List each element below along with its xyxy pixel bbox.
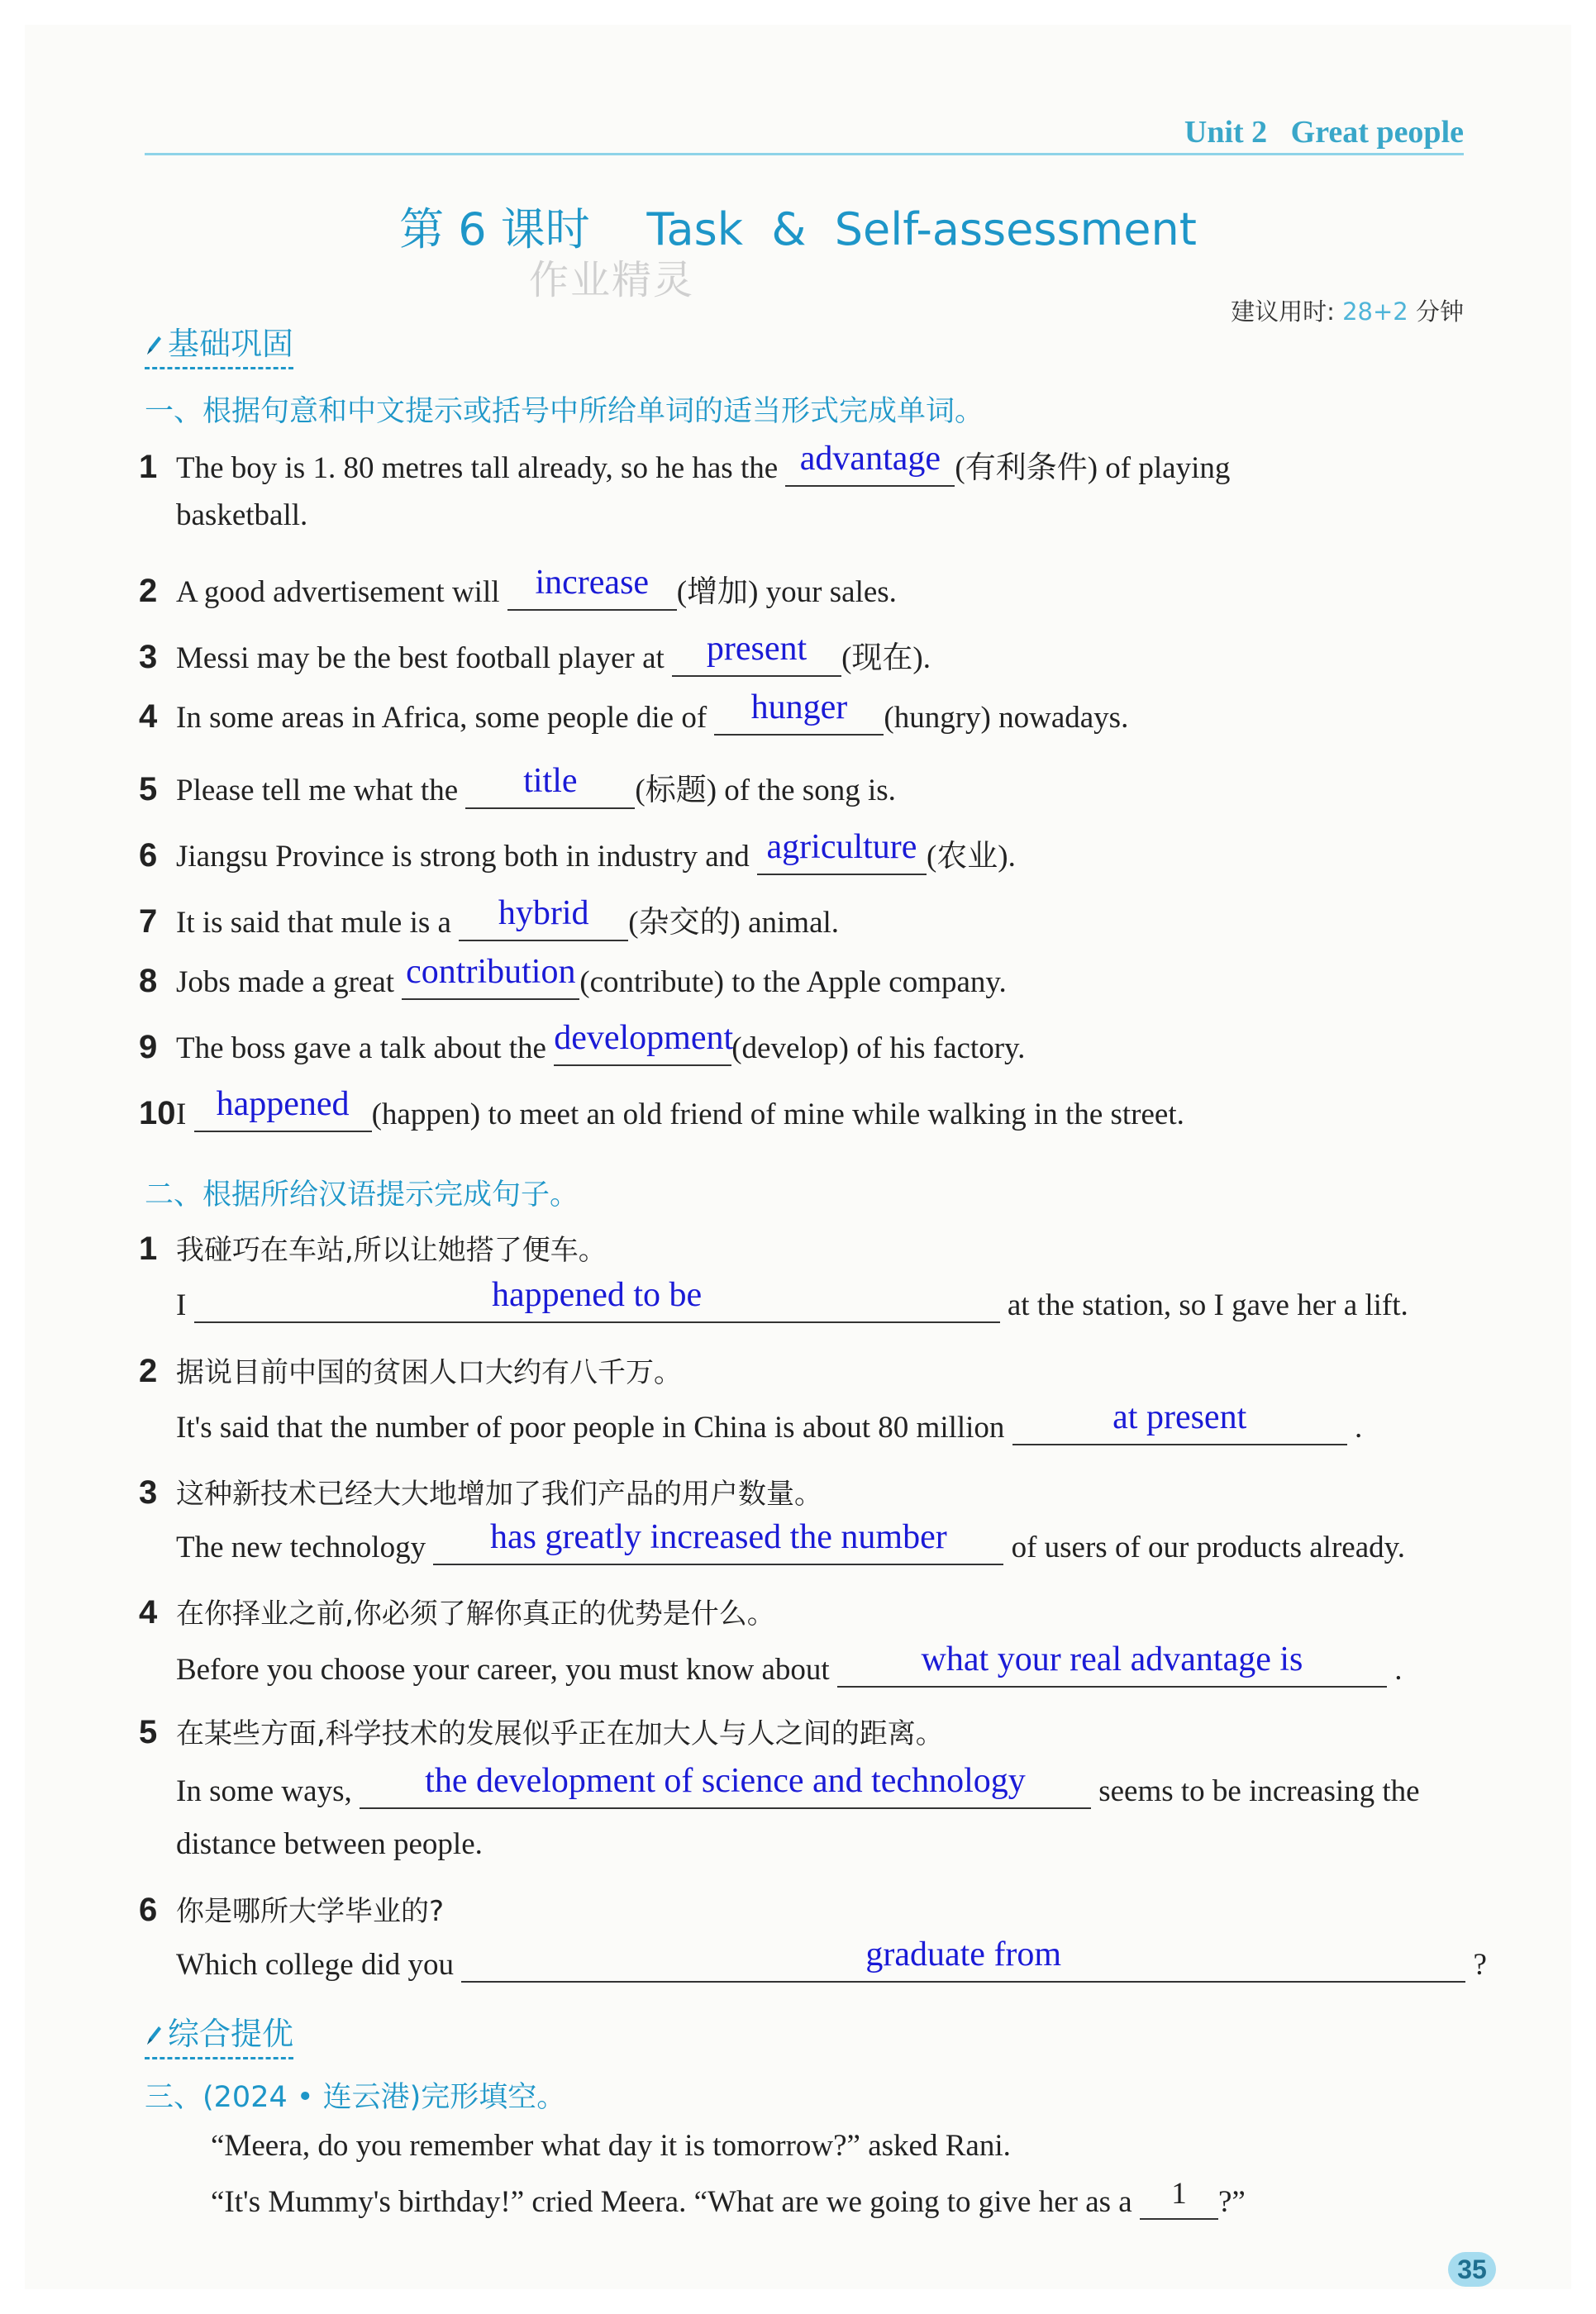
answer-blank[interactable] xyxy=(459,894,628,941)
item-text-before: A good advertisement will xyxy=(176,575,500,609)
item-number: 6 xyxy=(139,1892,158,1928)
item-text-before: The boss gave a talk about the xyxy=(176,1031,546,1065)
header-topic: Great people xyxy=(1290,115,1464,150)
item-text-before: In some areas in Africa, some people die of xyxy=(176,701,707,735)
instruction-3: 三、(2024 • 连云港)完形填空。 xyxy=(145,2081,566,2114)
item-text-after: (develop) of his factory. xyxy=(731,1031,1026,1065)
item-number: 3 xyxy=(139,1474,158,1511)
item-text-after: (有利条件) of playing xyxy=(955,451,1231,485)
item-number: 8 xyxy=(139,963,158,999)
exercise-item xyxy=(139,894,840,941)
answer-blank[interactable] xyxy=(1012,1398,1347,1445)
answer-blank[interactable] xyxy=(360,1762,1091,1809)
exercise-item xyxy=(139,1019,1026,1066)
sentence-text-after: at the station, so I gave her a lift. xyxy=(1007,1288,1408,1322)
header-divider xyxy=(145,153,1464,155)
exercise-item xyxy=(139,1591,775,1631)
section-tag-advanced xyxy=(145,2008,293,2059)
answer-blank[interactable] xyxy=(757,828,927,875)
answer-blank[interactable] xyxy=(785,440,955,487)
item-number: 5 xyxy=(139,771,158,807)
item-text-before: Messi may be the best football player at xyxy=(176,641,665,675)
english-sentence xyxy=(176,1935,1487,1983)
cloze-blank-number: 1 xyxy=(1171,2177,1187,2211)
chinese-prompt: 我碰巧在车站,所以让她搭了便车。 xyxy=(176,1234,607,1267)
answer-blank[interactable] xyxy=(672,630,841,677)
item-text-before: Please tell me what the xyxy=(176,774,459,807)
answer-blank[interactable] xyxy=(194,1085,372,1132)
item-continuation: basketball. xyxy=(176,498,308,532)
exercise-item xyxy=(139,953,1007,1000)
section-tag-basic xyxy=(145,318,293,369)
item-text-before: Jiangsu Province is strong both in industry and xyxy=(176,840,750,874)
item-text-after: (happen) to meet an old friend of mine while walking in the street. xyxy=(371,1097,1184,1131)
page xyxy=(25,25,1571,2289)
answer-blank[interactable] xyxy=(194,1276,1000,1323)
header-unit-label: Unit 2 xyxy=(1184,115,1268,150)
passage-line-1: “Meera, do you remember what day it is tomorrow?” asked Rani. xyxy=(211,2129,1011,2163)
item-text-after: (hungry) nowadays. xyxy=(884,701,1129,735)
exercise-item xyxy=(139,1471,822,1512)
item-text-before: The boy is 1. 80 metres tall already, so he has the xyxy=(176,451,779,485)
item-text-after: (杂交的) animal. xyxy=(628,906,840,940)
english-sentence xyxy=(176,1398,1363,1445)
handwritten-answer: hunger xyxy=(750,688,848,726)
answer-blank[interactable] xyxy=(402,953,579,1000)
exercise-item xyxy=(139,632,931,677)
passage-line-2 xyxy=(211,2177,1246,2220)
exercise-item xyxy=(139,688,1129,736)
item-number: 1 xyxy=(139,449,158,485)
sentence-text-before: It's said that the number of poor people in China is about 80 million xyxy=(176,1411,1005,1445)
page-title: 第 6 课时 Task & Self-assessment xyxy=(399,203,1197,255)
pencil-icon xyxy=(145,2024,163,2047)
chinese-prompt: 在你择业之前,你必须了解你真正的优势是什么。 xyxy=(176,1597,775,1631)
instruction-2: 二、根据所给汉语提示完成句子。 xyxy=(145,1178,579,1212)
instruction-1: 一、根据句意和中文提示或括号中所给单词的适当形式完成单词。 xyxy=(145,395,984,428)
sentence-text-after: of users of our products already. xyxy=(1011,1531,1405,1564)
answer-blank[interactable] xyxy=(837,1640,1387,1688)
answer-blank[interactable] xyxy=(433,1518,1003,1565)
item-number: 6 xyxy=(139,837,158,874)
handwritten-answer: the development of science and technology xyxy=(425,1762,1026,1800)
english-sentence xyxy=(176,1518,1405,1565)
item-text-after: (农业). xyxy=(926,840,1016,874)
exercise-item xyxy=(139,1350,682,1390)
exercise-item xyxy=(139,1888,444,1929)
item-text-after: (现在). xyxy=(841,641,931,675)
handwritten-answer: graduate from xyxy=(865,1935,1062,1974)
answer-blank[interactable] xyxy=(461,1935,1465,1983)
handwritten-answer: increase xyxy=(535,564,650,602)
item-number: 7 xyxy=(139,903,158,940)
item-number: 10 xyxy=(139,1095,176,1131)
handwritten-answer: hybrid xyxy=(498,894,589,932)
exercise-item xyxy=(139,1085,1184,1132)
section-tag-advanced-label: 综合提优 xyxy=(168,2016,294,2052)
suggested-time-unit: 分钟 xyxy=(1415,298,1464,326)
english-sentence xyxy=(176,1276,1408,1323)
sentence-text-after: . xyxy=(1394,1653,1403,1687)
answer-blank[interactable] xyxy=(714,688,884,736)
exercise-item xyxy=(139,442,1230,487)
passage-line-2-end: ?” xyxy=(1217,2185,1246,2219)
exercise-item xyxy=(139,1711,944,1751)
chinese-prompt: 你是哪所大学毕业的? xyxy=(176,1895,445,1928)
english-sentence xyxy=(176,1762,1420,1809)
item-text-before: It is said that mule is a xyxy=(176,906,451,940)
sentence-text-after: seems to be increasing the xyxy=(1098,1774,1420,1808)
exercise-item xyxy=(139,764,896,809)
suggested-time-value: 28+2 xyxy=(1342,298,1408,326)
sentence-text-before: In some ways, xyxy=(176,1774,352,1808)
sentence-text-before: I xyxy=(176,1288,187,1322)
handwritten-answer: development xyxy=(554,1019,734,1057)
watermark-logo: 作业精灵 xyxy=(529,257,695,303)
item-text-before: I xyxy=(176,1097,187,1131)
chinese-prompt: 在某些方面,科学技术的发展似乎正在加大人与人之间的距离。 xyxy=(176,1717,944,1750)
handwritten-answer: happened to be xyxy=(491,1276,703,1314)
suggested-time-label: 建议用时: xyxy=(1231,298,1335,326)
sentence-continuation: distance between people. xyxy=(176,1827,483,1861)
item-number: 2 xyxy=(139,573,158,609)
handwritten-answer: at present xyxy=(1112,1398,1247,1436)
page-number: 35 xyxy=(1448,2252,1496,2287)
sentence-text-before: The new technology xyxy=(176,1531,426,1564)
running-header xyxy=(1184,114,1464,150)
sentence-text-before: Before you choose your career, you must know about xyxy=(176,1653,830,1687)
item-text-before: Jobs made a great xyxy=(176,965,395,999)
section-tag-basic-label: 基础巩固 xyxy=(168,326,294,362)
handwritten-answer: happened xyxy=(216,1085,350,1123)
item-number: 4 xyxy=(139,698,158,735)
handwritten-answer: has greatly increased the number xyxy=(489,1518,947,1556)
answer-blank[interactable] xyxy=(465,762,635,809)
handwritten-answer: present xyxy=(706,630,808,668)
item-number: 5 xyxy=(139,1714,158,1750)
handwritten-answer: what your real advantage is xyxy=(921,1640,1303,1678)
item-number: 1 xyxy=(139,1231,158,1267)
handwritten-answer: contribution xyxy=(406,953,576,991)
handwritten-answer: title xyxy=(523,762,578,800)
item-number: 9 xyxy=(139,1029,158,1065)
item-text-after: (标题) of the song is. xyxy=(635,774,896,807)
handwritten-answer: agriculture xyxy=(766,828,917,866)
suggested-time xyxy=(1231,293,1464,327)
item-number: 3 xyxy=(139,639,158,675)
chinese-prompt: 这种新技术已经大大地增加了我们产品的用户数量。 xyxy=(176,1478,822,1511)
english-sentence xyxy=(176,1640,1403,1688)
sentence-text-after: . xyxy=(1354,1411,1363,1445)
answer-blank[interactable] xyxy=(507,564,677,611)
exercise-item xyxy=(139,1227,607,1268)
sentence-text-after: ? xyxy=(1473,1948,1487,1982)
handwritten-answer: advantage xyxy=(799,440,941,478)
exercise-item xyxy=(139,566,897,611)
item-text-after: (增加) your sales. xyxy=(676,575,897,609)
passage-line-2-text: “It's Mummy's birthday!” cried Meera. “What are we going to give her as a xyxy=(211,2185,1132,2219)
item-number: 2 xyxy=(139,1353,158,1389)
cloze-blank[interactable] xyxy=(1140,2177,1218,2220)
pencil-icon xyxy=(145,334,163,357)
sentence-text-before: Which college did you xyxy=(176,1948,454,1982)
chinese-prompt: 据说目前中国的贫困人口大约有八千万。 xyxy=(176,1356,682,1389)
exercise-item xyxy=(139,828,1016,875)
answer-blank[interactable] xyxy=(554,1019,734,1066)
item-number: 4 xyxy=(139,1594,158,1631)
item-text-after: (contribute) to the Apple company. xyxy=(579,965,1007,999)
